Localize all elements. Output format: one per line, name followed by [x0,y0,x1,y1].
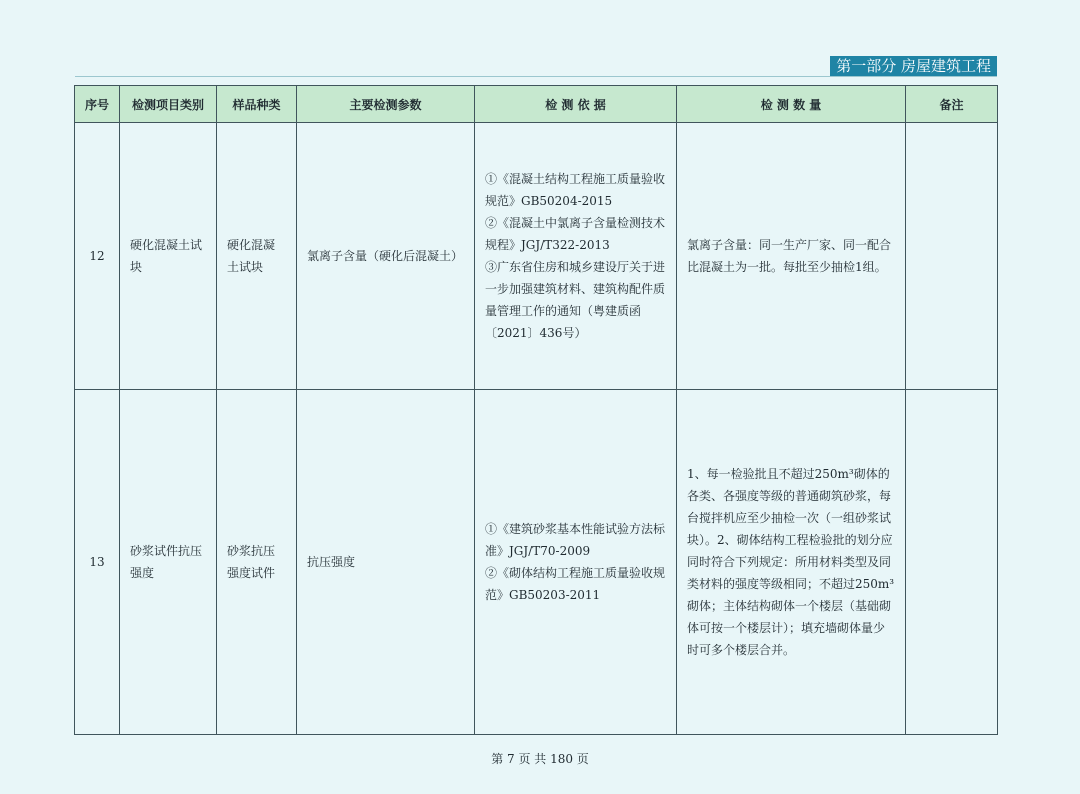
col-header-quantity: 检 测 数 量 [677,86,906,123]
cell-sample: 砂浆抗压强度试件 [217,390,297,735]
cell-quantity: 氯离子含量：同一生产厂家、同一配合比混凝土为一批。每批至少抽检1组。 [677,123,906,390]
cell-category: 硬化混凝土试块 [120,123,217,390]
col-header-sample: 样品种类 [217,86,297,123]
cell-quantity: 1、每一检验批且不超过250m³砌体的各类、各强度等级的普通砌筑砂浆，每台搅拌机应至少抽检一次（一组砂浆试块）。2、砌体结构工程检验批的划分应同时符合下列规定：所用材料类型及同类材料的强度等级相同；不超过250m³砌体；主体结构砌体一个楼层（基础砌体可按一个楼层计）；填充墙砌体量少时可多个楼层合并。 [677,390,906,735]
cell-parameters: 氯离子含量（硬化后混凝土） [297,123,475,390]
cell-no: 13 [75,390,120,735]
table-row [75,123,998,390]
section-label: 第一部分 房屋建筑工程 [830,56,997,76]
cell-basis [475,390,677,735]
inspection-table [74,85,998,735]
cell-basis [475,123,677,390]
cell-parameters: 抗压强度 [297,390,475,735]
basis-item: ①《建筑砂浆基本性能试验方法标准》JGJ/T70-2009 [485,522,666,558]
basis-item: ②《砌体结构工程施工质量验收规范》GB50203-2011 [485,566,666,602]
cell-no: 12 [75,123,120,390]
table-row [75,390,998,735]
cell-sample: 硬化混凝土试块 [217,123,297,390]
col-header-parameters: 主要检测参数 [297,86,475,123]
col-header-no: 序号 [75,86,120,123]
cell-remark [906,123,998,390]
basis-item: ①《混凝土结构工程施工质量验收规范》GB50204-2015 [485,172,666,208]
col-header-remark: 备注 [906,86,998,123]
col-header-basis: 检 测 依 据 [475,86,677,123]
col-header-category: 检测项目类别 [120,86,217,123]
cell-remark [906,390,998,735]
table-header-row [75,86,998,123]
basis-item: ③广东省住房和城乡建设厅关于进一步加强建筑材料、建筑构配件质量管理工作的通知（粤建质函〔2021〕436号） [485,260,666,340]
cell-category: 砂浆试件抗压强度 [120,390,217,735]
basis-item: ②《混凝土中氯离子含量检测技术规程》JGJ/T322-2013 [485,216,666,252]
header-rule [75,76,997,77]
page-number: 第 7 页 共 180 页 [491,752,589,766]
